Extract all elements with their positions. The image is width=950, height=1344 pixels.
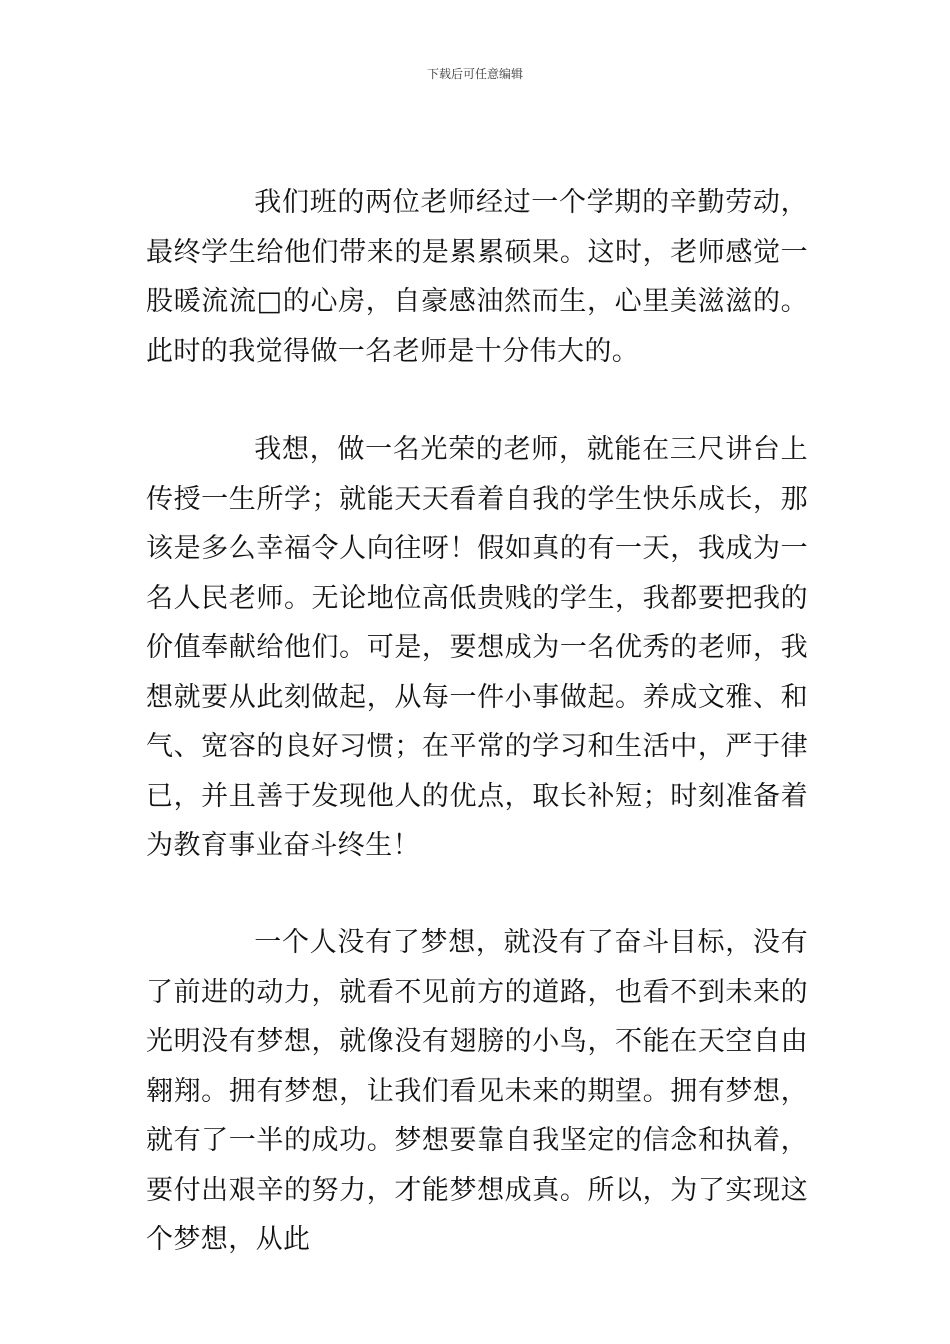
paragraph-3 [146, 918, 808, 1265]
page-header-note: 下载后可任意编辑 [426, 67, 523, 81]
paragraph-2 [146, 425, 808, 871]
paragraph-1 [146, 178, 808, 376]
paragraph-2-text: 我想，做一名光荣的老师，就能在三尺讲台上传授一生所学；就能天天看着自我的学生快乐成长，那该是多么幸福令人向往呀！假如真的有一天，我成为一名人民老师。无论地位高低贵贱的学生，我都要把我的价值奉献给他们。可是，要想成为一名优秀的老师，我想就要从此刻做起，从每一件小事做起。养成文雅、和气、宽容的良好习惯；在平常的学习和生活中，严于律已，并且善于发现他人的优点，取长补短；时刻准备着为教育事业奋斗终生！ [146, 434, 808, 861]
paragraph-1-text: 我们班的两位老师经过一个学期的辛勤劳动，最终学生给他们带来的是累累硕果。这时，老师感觉一股暖流流□的心房，自豪感油然而生，心里美滋滋的。此时的我觉得做一名老师是十分伟大的。 [146, 187, 808, 367]
paragraph-3-text: 一个人没有了梦想，就没有了奋斗目标，没有了前进的动力，就看不见前方的道路，也看不到未来的光明没有梦想，就像没有翅膀的小鸟，不能在天空自由翱翔。拥有梦想，让我们看见未来的期望。拥有梦想，就有了一半的成功。梦想要靠自我坚定的信念和执着，要付出艰辛的努力，才能梦想成真。所以，为了实现这个梦想，从此 [146, 927, 808, 1255]
